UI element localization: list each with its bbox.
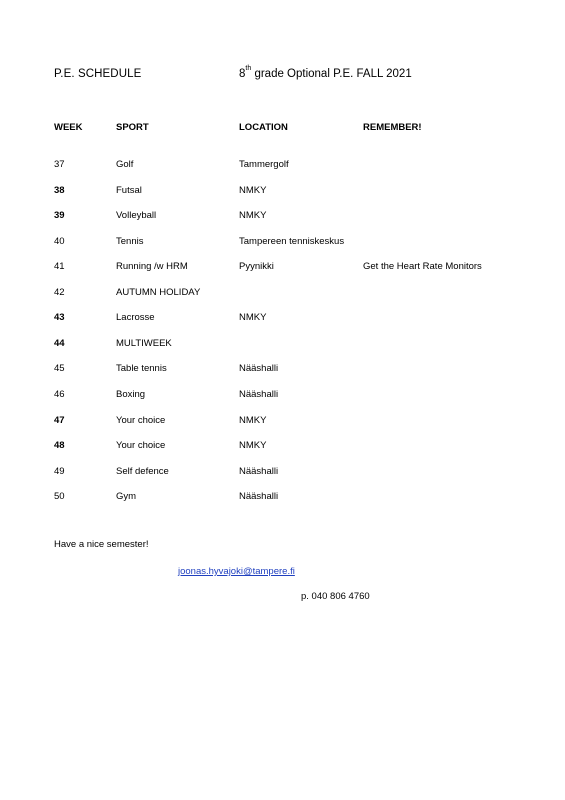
sport-cell: Table tennis bbox=[116, 363, 167, 375]
table-row bbox=[0, 185, 565, 199]
sport-cell: Volleyball bbox=[116, 210, 157, 222]
phone-number: p. 040 806 4760 bbox=[301, 591, 370, 602]
sport-cell: MULTIWEEK bbox=[116, 337, 172, 349]
week-cell: 49 bbox=[54, 465, 65, 477]
remember-cell: Get the Heart Rate Monitors bbox=[363, 261, 482, 273]
table-row bbox=[0, 491, 565, 505]
location-cell: Pyynikki bbox=[239, 261, 274, 273]
grade-ordinal-suffix: th bbox=[245, 65, 252, 72]
sport-cell: Futsal bbox=[116, 184, 142, 196]
column-header-week: WEEK bbox=[54, 122, 83, 133]
closing-message: Have a nice semester! bbox=[54, 539, 149, 550]
sport-cell: Golf bbox=[116, 159, 134, 170]
location-cell: NMKY bbox=[239, 312, 267, 324]
table-row bbox=[0, 440, 565, 454]
table-row bbox=[0, 236, 565, 250]
table-row bbox=[0, 312, 565, 326]
sport-cell: Running /w HRM bbox=[116, 261, 188, 273]
sport-cell: Tennis bbox=[116, 235, 144, 247]
table-row bbox=[0, 338, 565, 352]
location-cell: Nääshalli bbox=[239, 465, 279, 477]
location-cell: Nääshalli bbox=[239, 491, 279, 503]
sport-cell: Gym bbox=[116, 491, 137, 503]
schedule-title: P.E. SCHEDULE bbox=[54, 68, 142, 80]
sport-cell: Your choice bbox=[116, 414, 166, 426]
location-cell: Tammergolf bbox=[239, 159, 289, 170]
table-row bbox=[0, 159, 565, 173]
location-cell: NMKY bbox=[239, 184, 267, 196]
week-cell: 50 bbox=[54, 491, 65, 503]
week-cell: 37 bbox=[54, 159, 65, 170]
week-cell: 43 bbox=[54, 312, 65, 324]
grade-number: 8 bbox=[239, 68, 246, 80]
week-cell: 47 bbox=[54, 414, 65, 426]
sport-cell: Boxing bbox=[116, 389, 146, 400]
location-cell: Tampereen tenniskeskus bbox=[239, 235, 345, 247]
table-row bbox=[0, 363, 565, 377]
week-cell: 38 bbox=[54, 184, 65, 196]
week-cell: 44 bbox=[54, 337, 65, 349]
location-cell: NMKY bbox=[239, 414, 267, 426]
course-title bbox=[239, 65, 412, 80]
week-cell: 48 bbox=[54, 440, 65, 452]
table-row bbox=[0, 210, 565, 224]
table-row bbox=[0, 466, 565, 480]
week-cell: 42 bbox=[54, 286, 65, 298]
location-cell: Nääshalli bbox=[239, 389, 279, 400]
course-title-text: grade Optional P.E. FALL 2021 bbox=[251, 68, 412, 80]
sport-cell: Your choice bbox=[116, 440, 166, 452]
location-cell: NMKY bbox=[239, 440, 267, 452]
week-cell: 41 bbox=[54, 261, 65, 273]
week-cell: 39 bbox=[54, 210, 65, 222]
table-row bbox=[0, 261, 565, 275]
column-header-sport: SPORT bbox=[116, 122, 149, 133]
week-cell: 46 bbox=[54, 389, 65, 400]
location-cell: Nääshalli bbox=[239, 363, 279, 375]
column-header-remember: REMEMBER! bbox=[363, 122, 422, 133]
week-cell: 45 bbox=[54, 363, 65, 375]
email-link[interactable]: joonas.hyvajoki@tampere.fi bbox=[178, 566, 295, 577]
sport-cell: Lacrosse bbox=[116, 312, 155, 324]
table-row bbox=[0, 415, 565, 429]
column-header-location: LOCATION bbox=[239, 122, 288, 133]
sport-cell: AUTUMN HOLIDAY bbox=[116, 286, 201, 298]
location-cell: NMKY bbox=[239, 210, 267, 222]
sport-cell: Self defence bbox=[116, 465, 169, 477]
table-row bbox=[0, 389, 565, 403]
table-row bbox=[0, 287, 565, 301]
week-cell: 40 bbox=[54, 235, 65, 247]
